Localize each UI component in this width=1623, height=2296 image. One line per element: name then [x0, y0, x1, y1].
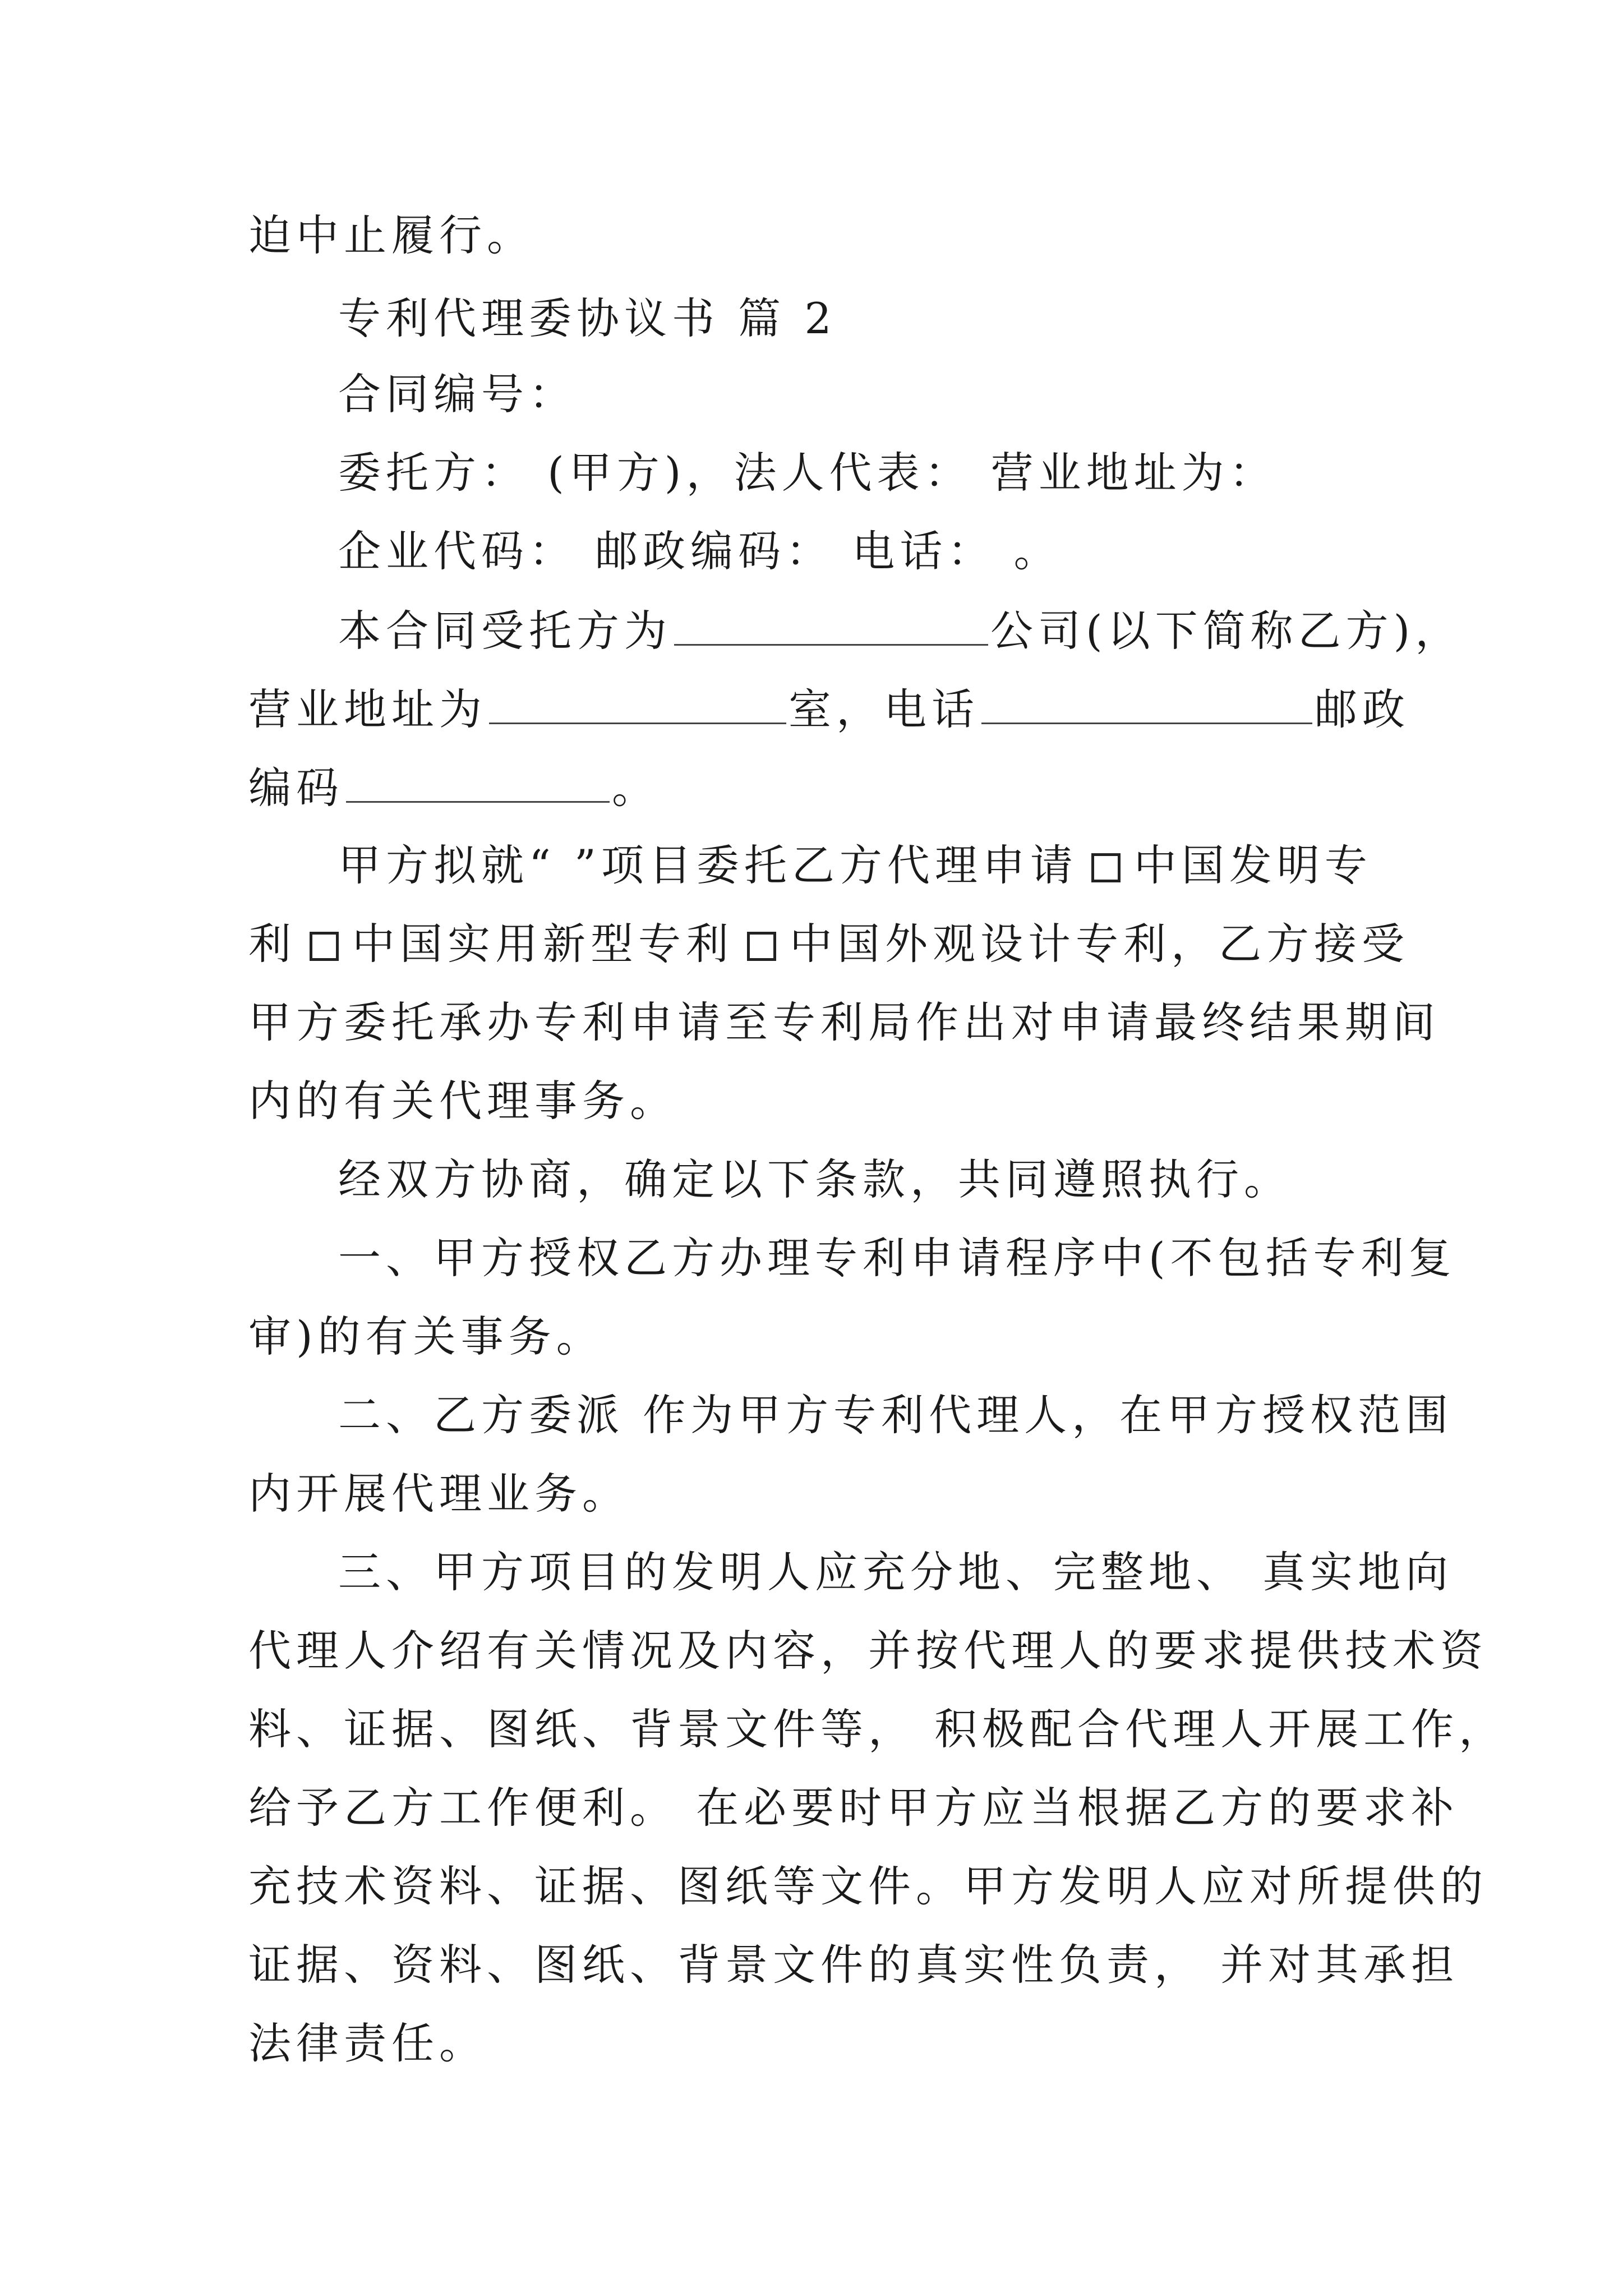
- agent-phone-blank: [981, 683, 1312, 724]
- clause-2-line-1: 二、乙方委派 作为甲方专利代理人，在甲方授权范围: [338, 1390, 1454, 1440]
- clause-3-line-5: 充技术资料、证据、图纸等文件。甲方发明人应对所提供的: [248, 1861, 1488, 1911]
- clause-1-line-2: 审)的有关事务。: [248, 1312, 604, 1361]
- entrust-line-1: [338, 840, 1482, 891]
- checkbox-icon: [310, 932, 339, 961]
- clause-1-line-1: 一、甲方授权乙方办理专利申请程序中(不包括专利复: [338, 1233, 1456, 1283]
- checkbox-icon: [1091, 853, 1121, 882]
- entrust-line-3: 甲方委托承办专利申请至专利局作出对申请最终结果期间: [248, 997, 1440, 1047]
- agent-intro-text: 室，电话: [789, 684, 979, 734]
- entrust-text: 甲方拟就“ ”项目委托乙方代理申请: [338, 840, 1078, 890]
- clause-3-line-2: 代理人介绍有关情况及内容，并按代理人的要求提供技术资: [248, 1626, 1488, 1676]
- clause-3-line-6: 证据、资料、图纸、背景文件的真实性负责， 并对其承担: [248, 1940, 1459, 1990]
- agent-company-blank: [674, 605, 988, 646]
- agent-postcode-blank: [346, 762, 610, 803]
- agent-intro-text: 营业地址为: [248, 684, 487, 734]
- agent-intro-line-1: [338, 605, 1482, 656]
- section-title: 专利代理委协议书 篇 2: [338, 293, 837, 343]
- agent-intro-text: 。: [612, 763, 660, 813]
- clause-3-line-3: 料、证据、图纸、背景文件等， 积极配合代理人开展工作，: [248, 1704, 1507, 1754]
- agent-intro-text: 公司(以下简称乙方)，: [990, 606, 1463, 656]
- entrust-line-4: 内的有关代理事务。: [248, 1076, 677, 1126]
- negotiation-text: 经双方协商，确定以下条款，共同遵照执行。: [338, 1154, 1292, 1204]
- contract-number-label: 合同编号：: [338, 369, 577, 419]
- agent-address-blank: [489, 683, 786, 724]
- agent-intro-line-3: [248, 762, 1393, 813]
- agent-intro-text: 编码: [248, 763, 344, 813]
- clause-3-line-7: 法律责任。: [248, 2018, 487, 2068]
- checkbox-icon: [747, 932, 776, 961]
- agent-intro-text: 邮政: [1315, 684, 1410, 734]
- entrust-option-text: 中国外观设计专利，乙方接受: [790, 919, 1409, 969]
- entrust-option-text: 中国发明专: [1133, 840, 1372, 890]
- continuation-text: 迫中止履行。: [248, 210, 534, 260]
- agent-intro-line-2: [248, 683, 1410, 735]
- entrust-option-text: 中国实用新型专利: [352, 919, 734, 969]
- clause-3-line-1: 三、甲方项目的发明人应充分地、完整地、 真实地向: [338, 1547, 1454, 1597]
- clause-2-line-2: 内开展代理业务。: [248, 1469, 630, 1519]
- entrust-option-text: 利: [248, 919, 296, 969]
- enterprise-line: 企业代码： 邮政编码： 电话： 。: [338, 526, 1062, 576]
- clause-3-line-4: 给予乙方工作便利。 在必要时甲方应当根据乙方的要求补: [248, 1783, 1459, 1833]
- agent-intro-text: 本合同受托方为: [338, 606, 672, 656]
- entrust-line-2: [248, 919, 1409, 969]
- client-line: 委托方： (甲方)，法人代表： 营业地址为：: [338, 448, 1277, 498]
